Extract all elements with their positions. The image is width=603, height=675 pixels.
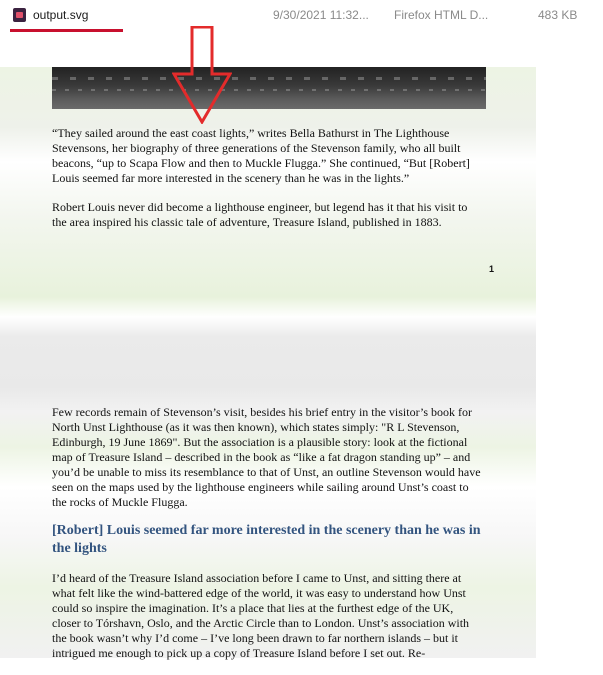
file-size: 483 KB <box>538 8 578 22</box>
article-paragraph-3: Few records remain of Stevenson’s visit, besides his brief entry in the visitor’s book for North Unst Lighthouse (as it was then known), which states simply: "R L Stevenson, Edinburgh, 19 June 1869". But the association is a plausible story: look at the fictional map of Treasure Island – described in the book as “like a fat dragon standing up” – and you’d be unable to miss its resemblance to that of Unst, an outline Stevenson would have seen on the maps used by the lighthouse engineers while sailing around Unst’s coast to the rocks of Muckle Flugga. <box>52 405 481 509</box>
file-list-row[interactable] <box>0 0 603 32</box>
file-name-underline-annotation <box>10 29 123 32</box>
svg-preview-page <box>0 67 536 658</box>
pull-quote-heading: [Robert] Louis seemed far more interested in the scenery than he was in the lights <box>52 523 481 556</box>
article-paragraph-4: I’d heard of the Treasure Island association before I came to Unst, and sitting there at what felt like the wind-battered edge of the world, it was easy to understand how Unst could so inspire the imagination. It’s a place that lies at the furthest edge of the UK, closer to Tórshavn, Oslo, and the Arctic Circle than to London. Unst’s association with the book wasn’t why I’d come – I’ve long been drawn to far northern islands – but it intrigued me enough to pick up a copy of Treasure Island before I set out. Re- <box>52 571 470 660</box>
file-name[interactable]: output.svg <box>33 8 89 22</box>
article-paragraph-1: “They sailed around the east coast lights,” writes Bella Bathurst in The Lighthouse Stevensons, her biography of three generations of the Stevenson family, who all built beacons, “up to Scapa Flow and then to Muckle Flugga.” She continued, “But [Robert] Louis seemed far more interested in the scenery than he was in the lights.” <box>52 126 470 185</box>
down-arrow-annotation-icon <box>172 26 232 124</box>
article-paragraph-2: Robert Louis never did become a lighthouse engineer, but legend has it that his visit to the area inspired his classic tale of adventure, Treasure Island, published in 1883. <box>52 200 468 229</box>
file-date-modified: 9/30/2021 11:32... <box>273 8 369 22</box>
svg-file-icon <box>13 8 26 22</box>
article-photo <box>52 67 486 109</box>
page-number: 1 <box>489 264 495 274</box>
file-type: Firefox HTML D... <box>394 8 489 22</box>
